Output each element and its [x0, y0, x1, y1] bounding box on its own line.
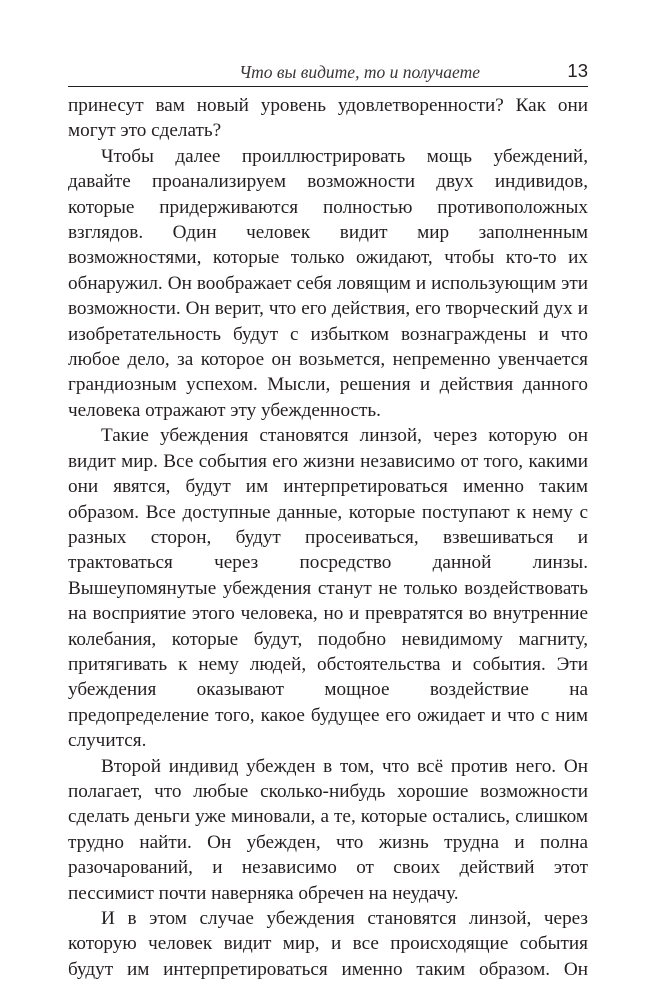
paragraph: Второй индивид убежден в том, что всё против него. Он полагает, что любые сколько-нибудь хорошие возможности сделать деньги уже миновали, а те, которые остались, слишком трудно найти. Он убежден, что жизнь трудна и полна разочарований, и независимо от своих действий этот пессимист почти наверняка обречен на неудачу. [68, 755, 588, 904]
running-header [68, 58, 588, 87]
paragraph: Чтобы далее проиллюстрировать мощь убеждений, давайте проанализируем возможности двух индивидов, которые придерживаются полностью противоположных взглядов. Один человек видит мир заполненным возможностями, которые только ожидают, чтобы кто-то их обнаружил. Он воображает себя ловящим и использующим эти возможности. Он верит, что его действия, его творческий дух и изобретательность будут с избытком вознаграждены и что любое дело, за которое он возьмется, непременно увенчается грандиозным успехом. Мысли, решения и действия данного человека отражают эту убежденность. [68, 145, 588, 421]
book-page [68, 58, 588, 982]
paragraph: Такие убеждения становятся линзой, через которую он видит мир. Все события его жизни независимо от того, какими они явятся, будут им интерпретироваться именно таким образом. Все доступные данные, которые поступают к нему с разных сторон, будут просеиваться, взвешиваться и трактоваться через посредство данной линзы. Вышеупомянутые убеждения станут не только воздействовать на восприятие этого человека, но и превратятся во внутренние колебания, которые будут, подобно невидимому магниту, притягивать к нему людей, обстоятельства и события. Эти убеждения оказывают мощное воздействие на предопределение того, какое будущее его ожидает и что с ним случится. [68, 425, 588, 752]
body-text [68, 93, 588, 982]
running-title: Что вы видите, то и получаете [239, 62, 480, 82]
paragraph: И в этом случае убеждения становятся линзой, через которую человек видит мир, и все происходящие события будут им интерпретироваться именно таким образом. Он [68, 908, 588, 980]
paragraph-continuation: принесут вам новый уровень удовлетворенности? Как они могут это сделать? [68, 95, 588, 142]
page-number: 13 [567, 60, 588, 81]
